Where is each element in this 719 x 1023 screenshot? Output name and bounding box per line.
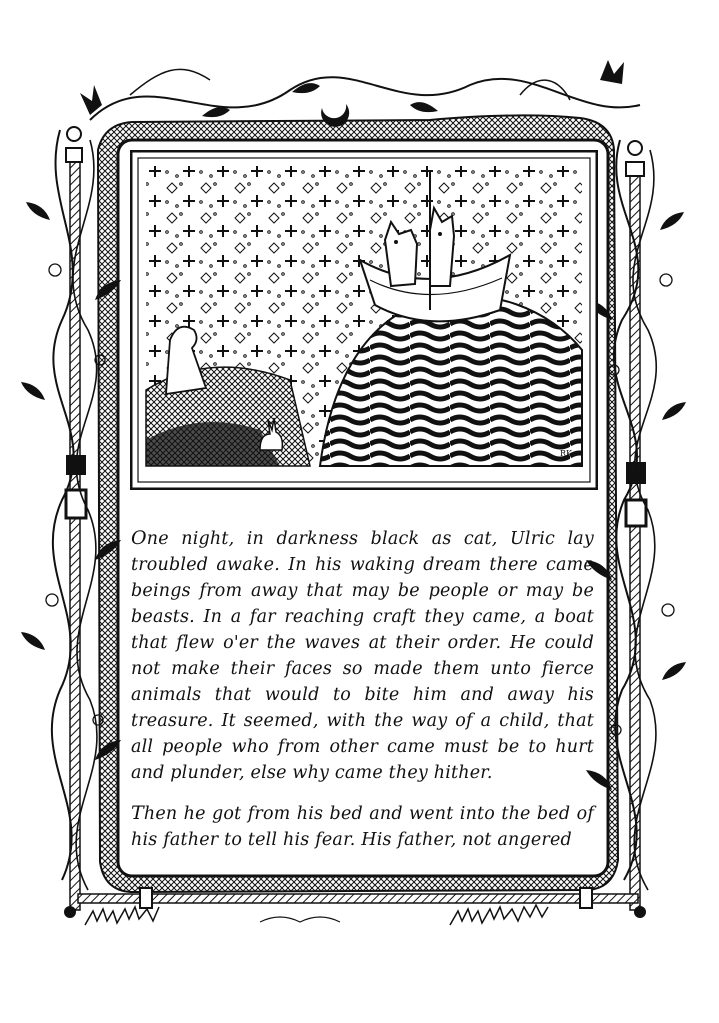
story-paragraph-1: One night, in darkness black as cat, Ulric lay troubled awake. In his waking dream there came beings from away that may be people or may be beasts. In a far reaching craft they came, a boat that flew o'er the waves at their order. He could not make their faces so made them unto fierce animals that would to bite him and away his treasure. It seemed, with the way of a child, that all people who from other came must be to hurt and plunder, else why came they hither.: [131, 527, 594, 783]
story-text: [131, 525, 594, 867]
illustration-panel: [130, 150, 598, 490]
story-paragraph-2: Then he got from his bed and went into the bed of his father to tell his fear. His father, not angered: [131, 802, 594, 850]
artist-signature: RK: [560, 449, 572, 458]
